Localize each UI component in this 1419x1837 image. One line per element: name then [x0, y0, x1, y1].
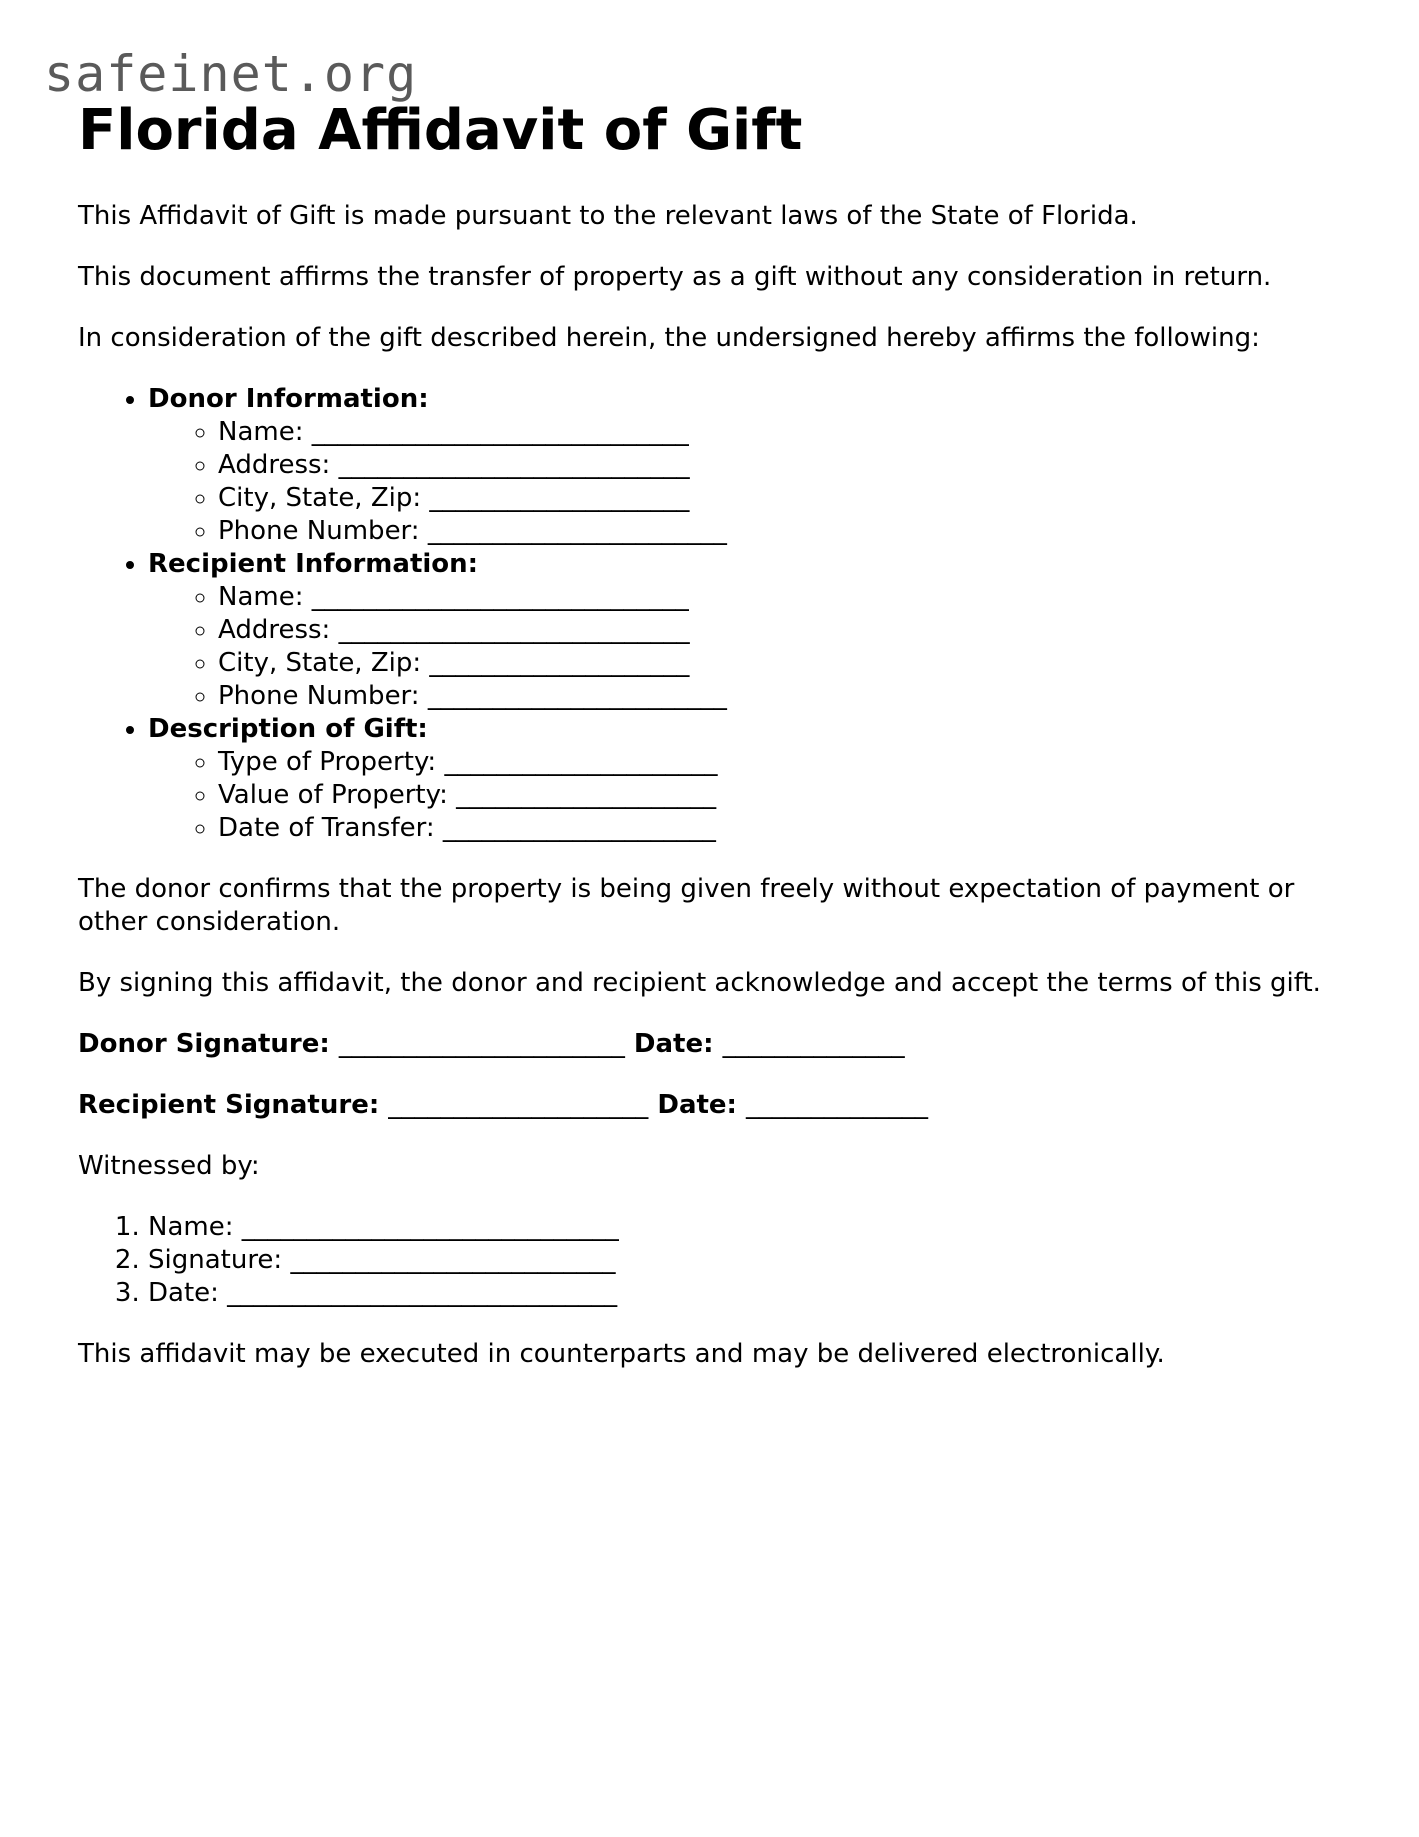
transfer-date-field[interactable]: ◦ Date of Transfer: _____________________: [218, 812, 1368, 845]
gift-fields: [148, 746, 1368, 845]
recipient-fields: [148, 581, 1368, 713]
gift-section-title: Description of Gift:: [148, 714, 428, 744]
recipient-phone-field[interactable]: ◦ Phone Number: _______________________: [218, 680, 1368, 713]
donor-section-title: Donor Information:: [148, 384, 429, 414]
acknowledgment-paragraph: By signing this affidavit, the donor and recipient acknowledge and accept the terms of this gift.: [78, 968, 1321, 998]
recipient-section: [148, 548, 1368, 713]
recipient-signature-blank[interactable]: ____________________: [388, 1090, 649, 1120]
document-body: [78, 96, 1368, 1399]
donor-signature-label: Donor Signature:: [78, 1029, 330, 1059]
closing-paragraph: This affidavit may be executed in counterparts and may be delivered electronically.: [78, 1339, 1165, 1369]
watermark: safeinet.org: [44, 45, 418, 103]
donor-date-blank[interactable]: ______________: [722, 1029, 905, 1059]
recipient-signature-line: [78, 1089, 1368, 1122]
witness-heading: Witnessed by:: [78, 1151, 260, 1181]
recipient-address-field[interactable]: ◦ Address: ___________________________: [218, 614, 1368, 647]
donor-phone-field[interactable]: ◦ Phone Number: _______________________: [218, 515, 1368, 548]
gift-description-section: [148, 713, 1368, 845]
intro-paragraph-2: This document affirms the transfer of property as a gift without any consideration in return.: [78, 262, 1272, 292]
intro-paragraph-1: This Affidavit of Gift is made pursuant to the relevant laws of the State of Florida.: [78, 201, 1138, 231]
witness-signature-field[interactable]: 2. Signature: _________________________: [148, 1244, 1368, 1277]
witness-date-field[interactable]: 3. Date: ______________________________: [148, 1277, 1368, 1310]
donor-name-field[interactable]: ◦ Name: _____________________________: [218, 416, 1368, 449]
donor-city-state-zip-field[interactable]: ◦ City, State, Zip: ____________________: [218, 482, 1368, 515]
recipient-date-label: Date:: [657, 1090, 737, 1120]
intro-paragraph-3: In consideration of the gift described herein, the undersigned hereby affirms the following:: [78, 323, 1260, 353]
recipient-section-title: Recipient Information:: [148, 549, 479, 579]
witness-list: [78, 1211, 1368, 1310]
property-type-field[interactable]: ◦ Type of Property: _____________________: [218, 746, 1368, 779]
recipient-name-field[interactable]: ◦ Name: _____________________________: [218, 581, 1368, 614]
donor-date-label: Date:: [633, 1029, 714, 1059]
recipient-city-state-zip-field[interactable]: ◦ City, State, Zip: ____________________: [218, 647, 1368, 680]
recipient-signature-label: Recipient Signature:: [78, 1090, 380, 1120]
affirmation-list: [78, 383, 1368, 845]
property-value-field[interactable]: ◦ Value of Property: ____________________: [218, 779, 1368, 812]
donor-confirmation-paragraph: The donor confirms that the property is being given freely without expectation of payment or other consideration.: [78, 874, 1295, 937]
donor-section: [148, 383, 1368, 548]
document-title: Florida Affidavit of Gift: [78, 98, 803, 163]
witness-name-field[interactable]: 1. Name: _____________________________: [148, 1211, 1368, 1244]
recipient-date-blank[interactable]: ______________: [746, 1090, 929, 1120]
donor-fields: [148, 416, 1368, 548]
donor-address-field[interactable]: ◦ Address: ___________________________: [218, 449, 1368, 482]
donor-signature-line: [78, 1028, 1368, 1061]
donor-signature-blank[interactable]: ______________________: [338, 1029, 625, 1059]
